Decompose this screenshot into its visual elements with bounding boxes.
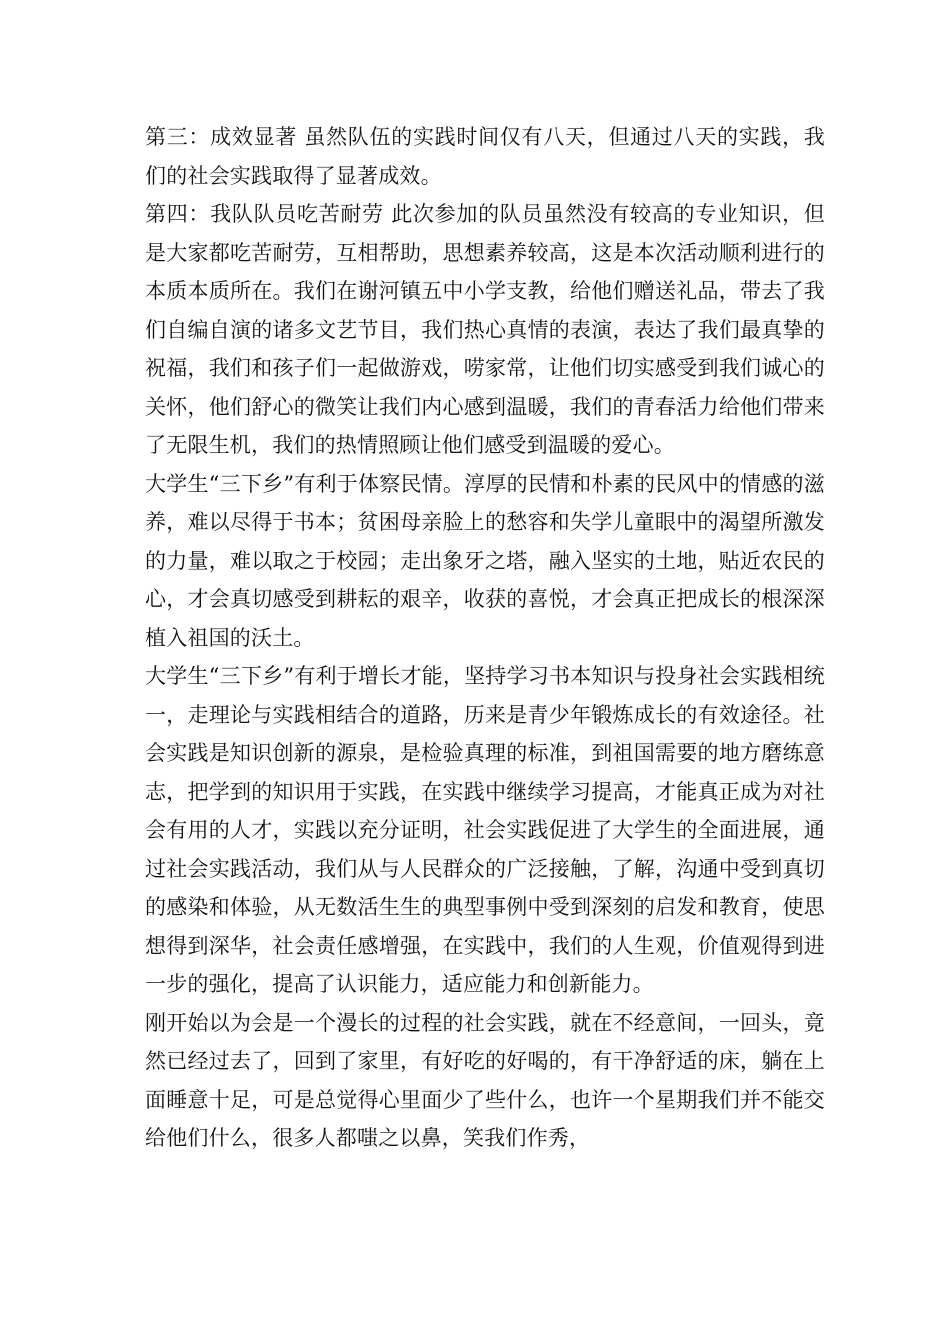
paragraph-reflection: 刚开始以为会是一个漫长的过程的社会实践，就在不经意间，一回头，竟然已经过去了，回到了家里，有好吃的好喝的，有干净舒适的床，躺在上面睡意十足，可是总觉得心里面少了些什么，也许一个星期我们并不能交给他们什么，很多人都嗤之以鼻，笑我们作秀，: [145, 1010, 825, 1150]
paragraph-understand-people: 大学生“三下乡”有利于体察民情。淳厚的民情和朴素的民风中的情感的滋养，难以尽得于书本；贫困母亲脸上的愁容和失学儿童眼中的渴望所激发的力量，难以取之于校园；走出象牙之塔，融入坚实的土地，贴近农民的心，才会真切感受到耕耘的艰辛，收获的喜悦，才会真正把成长的根深深植入祖国的沃土。: [145, 471, 825, 650]
document-body: [145, 118, 825, 1158]
paragraph-results: 第三：成效显著 虽然队伍的实践时间仅有八天，但通过八天的实践，我们的社会实践取得了显著成效。: [145, 125, 825, 188]
paragraph-grow-talent: 大学生“三下乡”有利于增长才能，坚持学习书本知识与投身社会实践相统一，走理论与实践相结合的道路，历来是青少年锻炼成长的有效途径。社会实践是知识创新的源泉，是检验真理的标准，到祖国需要的地方磨练意志，把学到的知识用于实践，在实践中继续学习提高，才能真正成为对社会有用的人才，实践以充分证明，社会实践促进了大学生的全面进展，通过社会实践活动，我们从与人民群众的广泛接触，了解，沟通中受到真切的感染和体验，从无数活生生的典型事例中受到深刻的启发和教育，使思想得到深华，社会责任感增强，在实践中，我们的人生观，价值观得到进一步的强化，提高了认识能力，适应能力和创新能力。: [145, 664, 825, 996]
paragraph-team-members: 第四：我队队员吃苦耐劳 此次参加的队员虽然没有较高的专业知识，但是大家都吃苦耐劳，互相帮助，思想素养较高，这是本次活动顺利进行的本质本质所在。我们在谢河镇五中小学支教，给他们赠送礼品，带去了我们自编自演的诸多文艺节目，我们热心真情的表演，表达了我们最真挚的祝福，我们和孩子们一起做游戏，唠家常，让他们切实感受到我们诚心的关怀，他们舒心的微笑让我们内心感到温暖，我们的青春活力给他们带来了无限生机，我们的热情照顾让他们感受到温暖的爱心。: [145, 202, 825, 457]
